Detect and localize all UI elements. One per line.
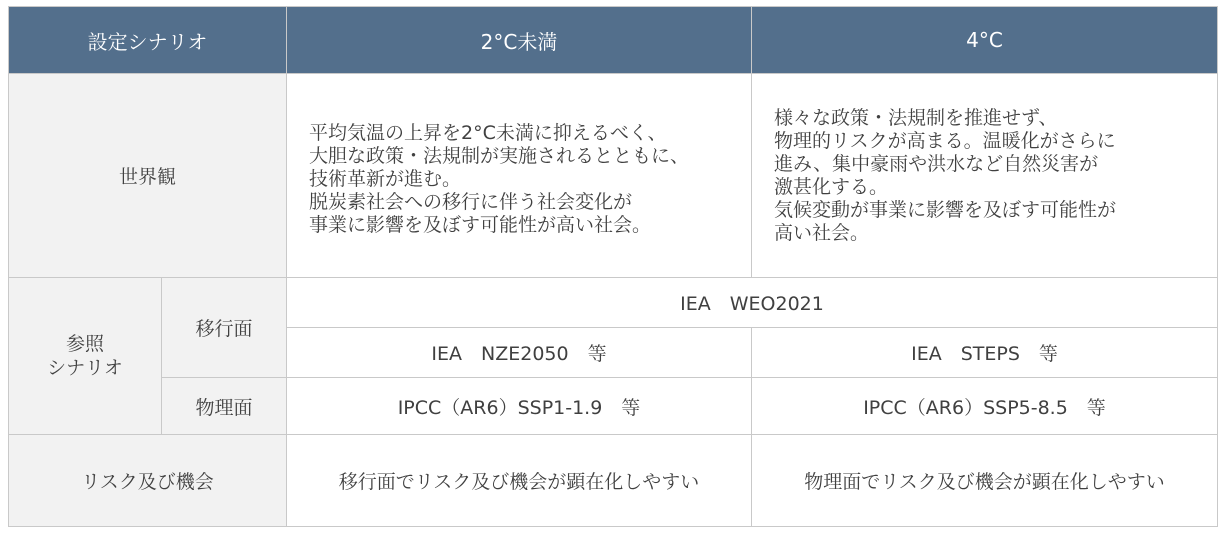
scenario-table	[8, 6, 1218, 527]
transition-common-cell: IEA WEO2021	[287, 278, 1218, 328]
reference-scenario-label: 参照 シナリオ	[9, 278, 162, 435]
transition-label: 移行面	[162, 278, 287, 378]
header-row	[9, 7, 1218, 74]
worldview-label: 世界観	[9, 74, 287, 278]
worldview-row	[9, 74, 1218, 278]
risk-row	[9, 435, 1218, 527]
transition-2c-cell: IEA NZE2050 等	[287, 328, 752, 378]
transition-common-row	[9, 278, 1218, 328]
worldview-4c-text: 様々な政策・法規制を推進せず、 物理的リスクが高まる。温暖化がさらに 進み、集中豪雨や洪水など自然災害が 激甚化する。 気候変動が事業に影響を及ぼす可能性が 高い社会。	[752, 74, 1218, 278]
physical-4c-cell: IPCC（AR6）SSP5-8.5 等	[752, 378, 1218, 435]
risk-4c-cell: 物理面でリスク及び機会が顕在化しやすい	[752, 435, 1218, 527]
header-4c-cell: 4°C	[752, 7, 1218, 74]
physical-row	[9, 378, 1218, 435]
worldview-2c-text: 平均気温の上昇を2°C未満に抑えるべく、 大胆な政策・法規制が実施されるとともに、 技術革新が進む。 脱炭素社会への移行に伴う社会変化が 事業に影響を及ぼす可能性が高い社会。	[287, 74, 752, 278]
transition-4c-cell: IEA STEPS 等	[752, 328, 1218, 378]
risk-2c-cell: 移行面でリスク及び機会が顕在化しやすい	[287, 435, 752, 527]
physical-label: 物理面	[162, 378, 287, 435]
physical-2c-cell: IPCC（AR6）SSP1-1.9 等	[287, 378, 752, 435]
header-scenario-cell: 設定シナリオ	[9, 7, 287, 74]
header-2c-cell: 2°C未満	[287, 7, 752, 74]
risk-label: リスク及び機会	[9, 435, 287, 527]
